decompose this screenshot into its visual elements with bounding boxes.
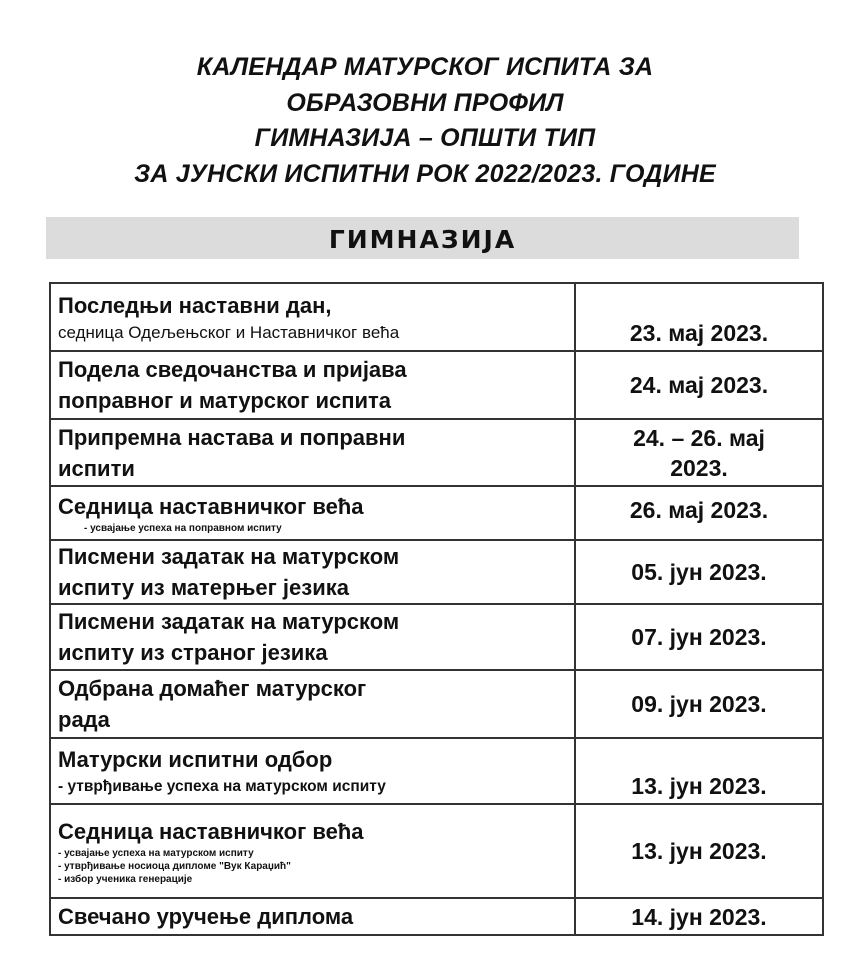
activity-cell	[50, 898, 575, 935]
date-cell	[575, 283, 823, 351]
activity-title: Седница наставничког већа	[58, 819, 364, 844]
date-cell	[575, 898, 823, 935]
activity-cell	[50, 283, 575, 351]
activity-cell	[50, 486, 575, 540]
title-line-4: ЗА ЈУНСКИ ИСПИТНИ РОК 2022/2023. ГОДИНЕ	[134, 159, 716, 188]
date-cell	[575, 804, 823, 898]
activity-cell	[50, 351, 575, 419]
date-cell	[575, 351, 823, 419]
activity-cell	[50, 738, 575, 804]
activity-title: Последњи наставни дан,	[58, 292, 332, 318]
activity-note: - избор ученика генерације	[58, 874, 193, 885]
activity-note: - усвајање успеха на поправном испиту	[84, 523, 282, 534]
calendar-title	[0, 50, 850, 192]
date-cell	[575, 540, 823, 604]
activity-title: Писмени задатак на матурском	[58, 609, 400, 634]
date-value: 14. јун 2023.	[631, 903, 767, 930]
activity-title: Подела сведочанства и пријава	[58, 357, 407, 382]
activity-note: - утврђивање успеха на матурском испиту	[58, 777, 386, 795]
date-value: 24. мај 2023.	[629, 372, 769, 398]
date-cell	[575, 738, 823, 804]
activity-note: седница Одељењског и Наставничког већа	[58, 322, 400, 342]
activity-title: Свечано уручење диплома	[58, 904, 354, 929]
table-row	[50, 804, 823, 898]
date-value: 09. јун 2023.	[631, 691, 767, 717]
table-row	[50, 670, 823, 738]
activity-cell	[50, 670, 575, 738]
date-value: 23. мај 2023.	[629, 320, 769, 346]
date-value: 13. јун 2023.	[631, 838, 767, 864]
activity-note: - утврђивање носиоца дипломе "Вук Караџић"	[58, 861, 291, 872]
table-row	[50, 738, 823, 804]
title-line-1: КАЛЕНДАР МАТУРСКОГ ИСПИТА ЗА	[196, 53, 654, 81]
date-cell	[575, 486, 823, 540]
activity-title: Седница наставничког већа	[58, 494, 364, 519]
activity-title: поправног и матурског испита	[58, 388, 392, 413]
table-row	[50, 540, 823, 604]
date-value: 2023.	[670, 454, 728, 481]
activity-title: рада	[58, 707, 110, 732]
activity-cell	[50, 804, 575, 898]
table-row	[50, 351, 823, 419]
activity-cell	[50, 419, 575, 486]
activity-title: испиту из страног језика	[58, 640, 328, 665]
activity-title: Писмени задатак на матурском	[58, 544, 400, 569]
activity-title: Одбрана домаћег матурског	[58, 676, 367, 701]
table-row	[50, 486, 823, 540]
table-row	[50, 898, 823, 935]
activity-title: испити	[58, 455, 135, 481]
activity-title: Припремна настава и поправни	[58, 424, 406, 450]
date-value: 07. јун 2023.	[631, 624, 767, 650]
section-banner-label: ГИМНАЗИЈА	[328, 225, 517, 254]
date-cell	[575, 419, 823, 486]
date-value: 05. јун 2023.	[631, 559, 767, 585]
activity-title: испиту из матерњег језика	[58, 575, 349, 600]
table-row	[50, 419, 823, 486]
activity-title: Матурски испитни одбор	[58, 746, 333, 772]
date-value: 24. – 26. мај	[633, 424, 765, 451]
date-cell	[575, 604, 823, 670]
table-row	[50, 604, 823, 670]
date-cell	[575, 670, 823, 738]
title-line-2: ОБРАЗОВНИ ПРОФИЛ	[286, 88, 564, 117]
title-line-3: ГИМНАЗИЈА – ОПШТИ ТИП	[254, 124, 596, 152]
date-value: 13. јун 2023.	[631, 773, 767, 799]
exam-calendar-table	[49, 282, 824, 936]
activity-note: - усвајање успеха на матурском испиту	[58, 848, 254, 859]
activity-cell	[50, 540, 575, 604]
date-value: 26. мај 2023.	[629, 497, 769, 523]
activity-cell	[50, 604, 575, 670]
section-banner	[46, 217, 799, 259]
table-row	[50, 283, 823, 351]
